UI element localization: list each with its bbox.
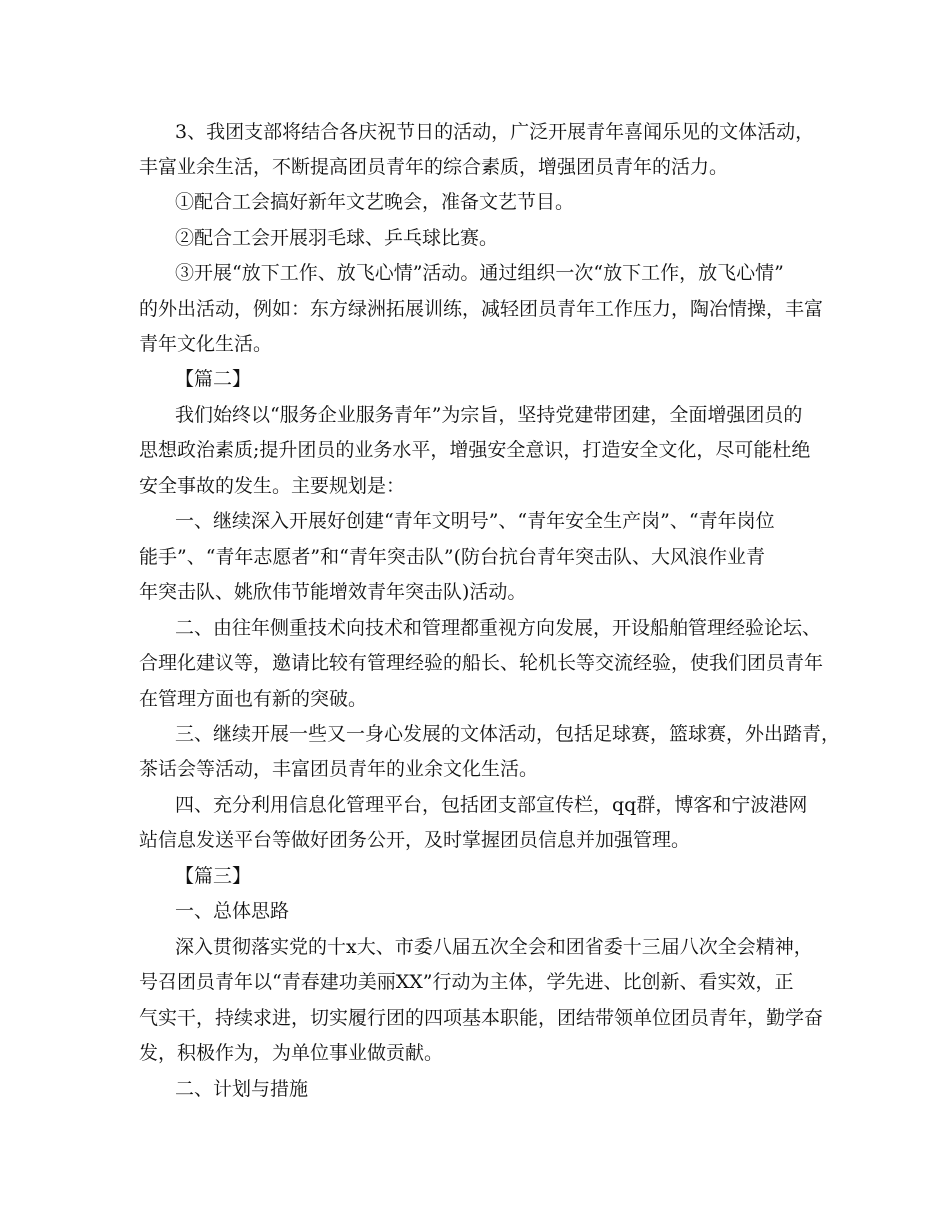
paragraph-1-line-1: 3、我团支部将结合各庆祝节日的活动，广泛开展青年喜闻乐见的文体活动，	[175, 121, 815, 143]
paragraph-4-line-2: 合理化建议等，邀请比较有管理经验的船长、轮机长等交流经验，使我们团员青年	[139, 652, 824, 674]
paragraph-7-line-2: 号召团员青年以“青春建功美丽XX”行动为主体，学先进、比创新、看实效，正	[139, 971, 794, 993]
paragraph-3-line-3: 年突击队、姚欣伟节能增效青年突击队)活动。	[139, 581, 527, 603]
paragraph-5-line-1: 三、继续开展一些又一身心发展的文体活动，包括足球赛，篮球赛，外出踏青，	[175, 723, 841, 745]
paragraph-7-line-4: 发，积极作为，为单位事业做贡献。	[139, 1042, 444, 1064]
paragraph-2-line-1: 我们始终以“服务企业服务青年”为宗旨，坚持党建带团建，全面增强团员的	[175, 404, 803, 426]
paragraph-4-line-1: 二、由往年侧重技术向技术和管理都重视方向发展，开设船舶管理经验论坛、	[175, 617, 822, 639]
paragraph-7-line-1: 深入贯彻落实党的十x大、市委八届五次全会和团省委十三届八次全会精神，	[175, 936, 813, 958]
section-heading-2: 【篇二】	[175, 368, 252, 390]
item-2-line: ②配合工会开展羽毛球、乒乓球比赛。	[175, 227, 499, 249]
section-heading-3: 【篇三】	[175, 865, 252, 887]
paragraph-2-line-2: 思想政治素质;提升团员的业务水平，增强安全意识，打造安全文化，尽可能杜绝	[139, 439, 811, 461]
subheading-plans-measures: 二、计划与措施	[175, 1078, 309, 1100]
paragraph-1-line-2: 丰富业余生活，不断提高团员青年的综合素质，增强团员青年的活力。	[139, 156, 729, 178]
item-3-line-2: 的外出活动，例如：东方绿洲拓展训练，减轻团员青年工作压力，陶冶情操，丰富	[139, 298, 824, 320]
subheading-overall-approach: 一、总体思路	[175, 900, 290, 922]
paragraph-4-line-3: 在管理方面也有新的突破。	[139, 688, 368, 710]
item-3-line-3: 青年文化生活。	[139, 333, 273, 355]
item-1-line: ①配合工会搞好新年文艺晚会，准备文艺节目。	[175, 191, 575, 213]
paragraph-3-line-1: 一、继续深入开展好创建“青年文明号”、“青年安全生产岗”、“青年岗位	[175, 510, 775, 532]
paragraph-7-line-3: 气实干，持续求进，切实履行团的四项基本职能，团结带领单位团员青年，勤学奋	[139, 1007, 824, 1029]
paragraph-2-line-3: 安全事故的发生。主要规划是：	[139, 475, 406, 497]
paragraph-6-line-2: 站信息发送平台等做好团务公开，及时掌握团员信息并加强管理。	[139, 829, 691, 851]
paragraph-3-line-2: 能手”、“青年志愿者”和“青年突击队”(防台抗台青年突击队、大风浪作业青	[139, 546, 765, 568]
item-3-line-1: ③开展“放下工作、放飞心情”活动。通过组织一次“放下工作，放飞心情”	[175, 262, 784, 284]
paragraph-5-line-2: 茶话会等活动，丰富团员青年的业余文化生活。	[139, 758, 539, 780]
paragraph-6-line-1: 四、充分利用信息化管理平台，包括团支部宣传栏，qq群，博客和宁波港网	[175, 794, 808, 816]
